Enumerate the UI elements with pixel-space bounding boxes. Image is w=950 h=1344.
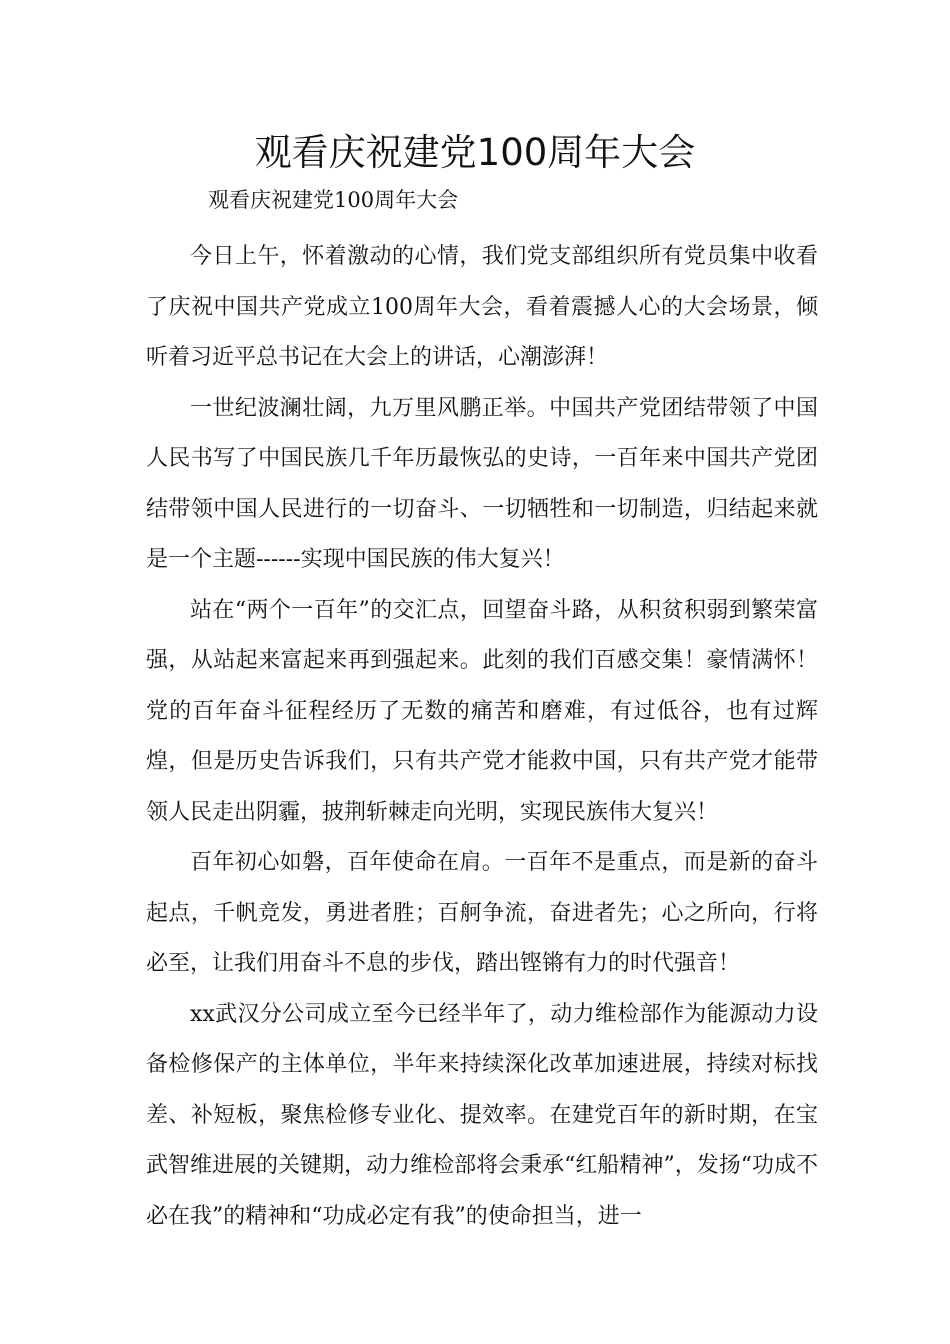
document-title: 观看庆祝建党100周年大会: [254, 131, 696, 174]
paragraph-2: 一世纪波澜壮阔，九万里风鹏正举。中国共产党团结带领了中国人民书写了中国民族几千年历最恢弘的史诗，一百年来中国共产党团结带领中国人民进行的一切奋斗、一切牺牲和一切制造，归结起来就是一个主题------实现中国民族的伟大复兴！: [146, 395, 818, 572]
document-body: [146, 232, 818, 1242]
document-subtitle: 观看庆祝建党100周年大会: [208, 188, 459, 212]
paragraph-5: xx武汉分公司成立至今已经半年了，动力维检部作为能源动力设备检修保产的主体单位，半年来持续深化改革加速进展，持续对标找差、补短板，聚焦检修专业化、提效率。在建党百年的新时期，在宝武智维进展的关键期，动力维检部将会秉承“红船精神”，发扬“功成不必在我”的精神和“功成必定有我”的使命担当，进一: [146, 1001, 818, 1229]
paragraph-3: 站在“两个一百年”的交汇点，回望奋斗路，从积贫积弱到繁荣富强，从站起来富起来再到强起来。此刻的我们百感交集！豪情满怀！党的百年奋斗征程经历了无数的痛苦和磨难，有过低谷，也有过辉煌，但是历史告诉我们，只有共产党才能救中国，只有共产党才能带领人民走出阴霾，披荆斩棘走向光明，实现民族伟大复兴！: [146, 597, 818, 825]
paragraph-1: 今日上午，怀着激动的心情，我们党支部组织所有党员集中收看了庆祝中国共产党成立100周年大会，看着震撼人心的大会场景，倾听着习近平总书记在大会上的讲话，心潮澎湃！: [146, 244, 818, 370]
paragraph-4: 百年初心如磐，百年使命在肩。一百年不是重点，而是新的奋斗起点，千帆竞发，勇进者胜；百舸争流，奋进者先；心之所向，行将必至，让我们用奋斗不息的步伐，踏出铿锵有力的时代强音！: [146, 850, 818, 976]
